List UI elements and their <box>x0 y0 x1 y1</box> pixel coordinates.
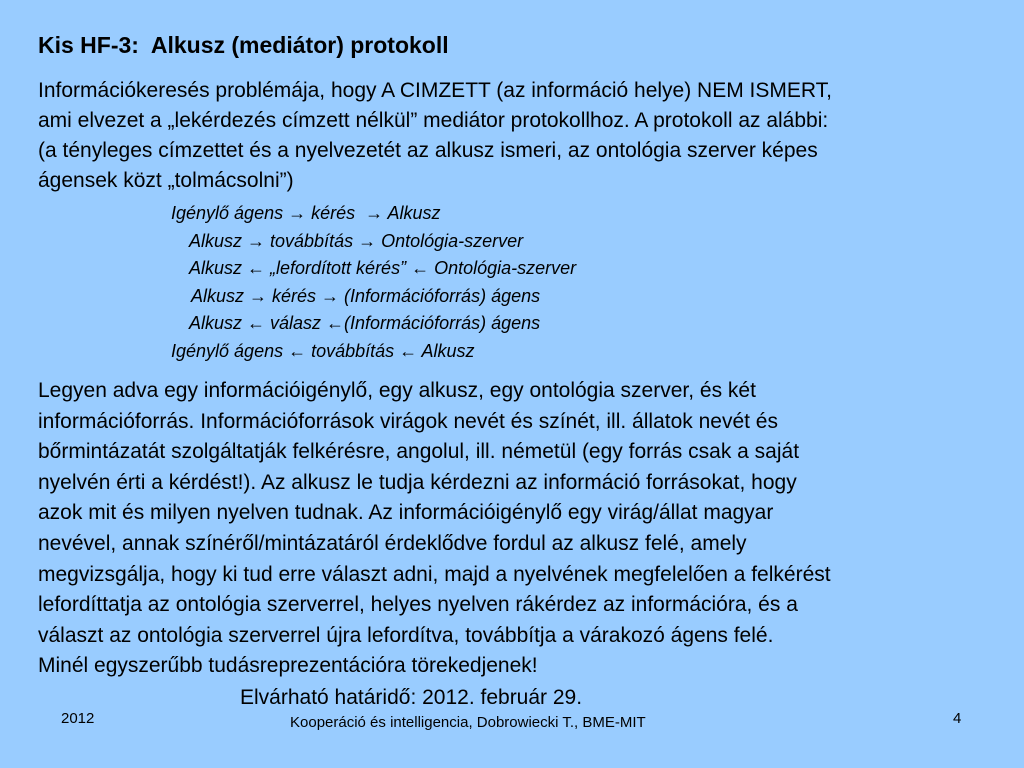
intro-line: ami elvezet a „lekérdezés címzett nélkül” mediátor protokollhoz. A protokoll az alábbi: <box>38 109 829 132</box>
protocol-step: Alkusz → kérés → (Információforrás) ágens <box>191 285 541 306</box>
deadline-text: Elvárható határidő: 2012. február 29. <box>240 686 583 709</box>
protocol-step: Alkusz ← „lefordított kérés” ← Ontológia-szerver <box>189 258 577 279</box>
intro-line: (a tényleges címzettet és a nyelvezetét az alkusz ismeri, az ontológia szerver képes <box>38 139 818 162</box>
description-line: nyelvén érti a kérdést!). Az alkusz le tudja kérdezni az információ forrásokat, hogy <box>38 470 797 494</box>
description-line: lefordíttatja az ontológia szerverrel, helyes nyelven rákérdez az információra, és a <box>38 593 798 617</box>
intro-line: ágensek közt „tolmácsolni”) <box>38 169 294 192</box>
description-line: választ az ontológia szerverrel újra lefordítva, továbbítja a várakozó ágens felé. <box>38 623 774 647</box>
description-line: megvizsgálja, hogy ki tud erre választ adni, majd a nyelvének megfelelően a felkérést <box>38 562 831 586</box>
footer-year: 2012 <box>61 710 95 727</box>
description-line: Minél egyszerűbb tudásreprezentációra törekedjenek! <box>38 654 538 678</box>
protocol-steps <box>0 200 577 366</box>
protocol-step: Alkusz ← válasz ←(Információforrás) ágens <box>189 313 541 334</box>
page-number: 4 <box>953 710 962 727</box>
footer-course: Kooperáció és intelligencia, Dobrowiecki T., BME-MIT <box>290 714 646 731</box>
protocol-step: Igénylő ágens → kérés → Alkusz <box>171 203 441 223</box>
description-line: Legyen adva egy információigénylő, egy alkusz, egy ontológia szerver, és két <box>38 379 756 402</box>
protocol-step: Alkusz → továbbítás → Ontológia-szerver <box>189 230 524 251</box>
description-paragraph <box>38 376 1013 682</box>
intro-paragraph <box>38 76 1013 196</box>
description-line: nevével, annak színéről/mintázatáról érdeklődve fordul az alkusz felé, amely <box>38 531 747 555</box>
description-line: bőrmintázatát szolgáltatják felkérésre, angolul, ill. németül (egy forrás csak a saját <box>38 440 800 464</box>
protocol-step: Igénylő ágens ← továbbítás ← Alkusz <box>171 340 475 361</box>
description-line: információforrás. Információforrások virágok nevét és színét, ill. állatok nevét és <box>38 409 778 433</box>
slide-title: Kis HF-3: Alkusz (mediátor) protokoll <box>38 32 449 58</box>
description-line: azok mit és milyen nyelven tudnak. Az információigénylő egy virág/állat magyar <box>38 501 774 525</box>
intro-line: Információkeresés problémája, hogy A CIMZETT (az információ helye) NEM ISMERT, <box>38 79 833 102</box>
